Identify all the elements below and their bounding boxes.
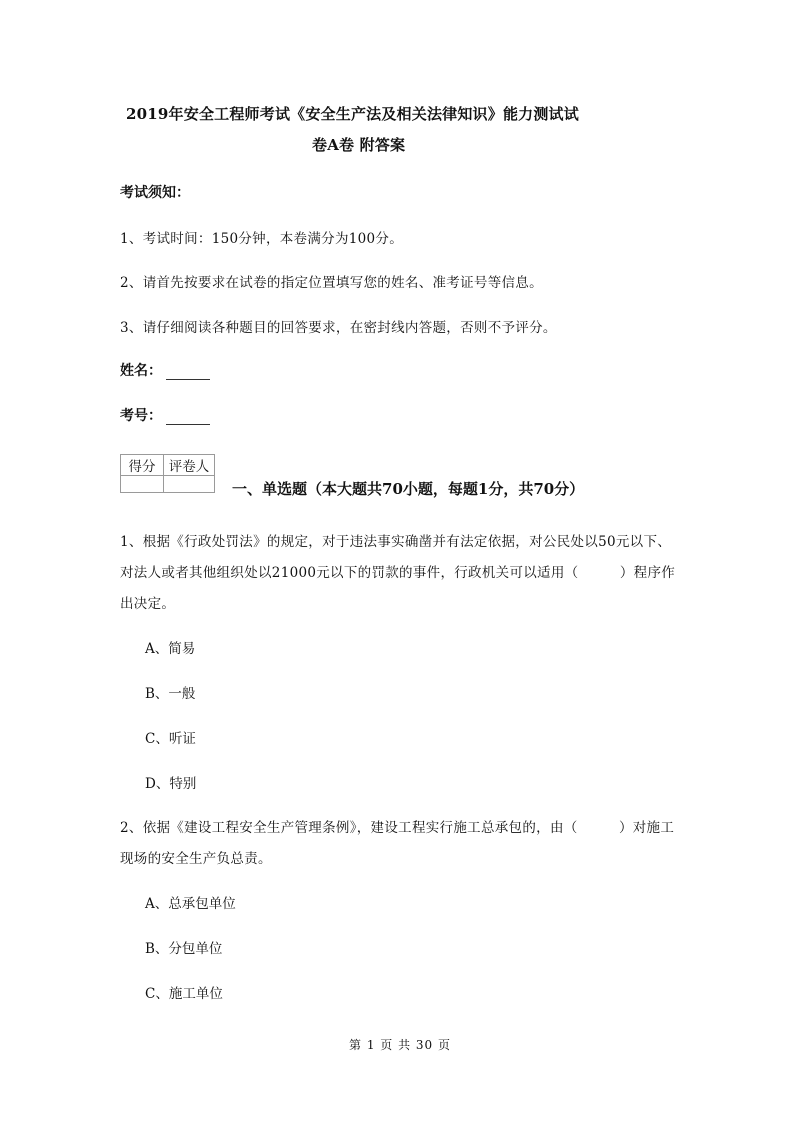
- name-field: [120, 360, 210, 380]
- question-1-line-1: 1、根据《行政处罚法》的规定，对于违法事实确凿并有法定依据，对公民处以50元以下、: [120, 534, 672, 550]
- notice-item-1: 1、考试时间：150分钟，本卷满分为100分。: [120, 231, 404, 247]
- score-table: [120, 454, 215, 493]
- question-2-option-c[interactable]: C、施工单位: [145, 986, 223, 1002]
- exam-number-field: [120, 405, 210, 425]
- document-title-line-1: 2019年安全工程师考试《安全生产法及相关法律知识》能力测试试: [126, 105, 579, 123]
- question-1-option-d[interactable]: D、特别: [145, 776, 197, 792]
- section-heading: 一、单选题（本大题共70小题，每题1分，共70分）: [232, 480, 585, 498]
- score-header: 得分: [121, 455, 164, 476]
- notice-item-2: 2、请首先按要求在试卷的指定位置填写您的姓名、准考证号等信息。: [120, 275, 543, 291]
- exam-number-label: 考号：: [120, 408, 162, 424]
- notice-heading: 考试须知：: [120, 185, 190, 201]
- question-1-line-3: 出决定。: [120, 596, 176, 612]
- score-cell: [121, 476, 164, 493]
- question-1-option-c[interactable]: C、听证: [145, 731, 196, 747]
- question-2-line-2: 现场的安全生产负总责。: [120, 851, 272, 867]
- notice-item-3: 3、请仔细阅读各种题目的回答要求，在密封线内答题，否则不予评分。: [120, 320, 557, 336]
- question-1-option-a[interactable]: A、简易: [145, 641, 196, 657]
- question-1-line-2: 对法人或者其他组织处以21000元以下的罚款的事件，行政机关可以适用（ ）程序作: [120, 565, 676, 581]
- question-2-line-1: 2、依据《建设工程安全生产管理条例》，建设工程实行施工总承包的，由（ ）对施工: [120, 820, 675, 836]
- document-title-line-2: 卷A卷 附答案: [312, 136, 406, 154]
- question-1-option-b[interactable]: B、一般: [145, 686, 196, 702]
- page-number-footer: 第 1 页 共 30 页: [349, 1038, 451, 1052]
- grader-cell: [164, 476, 215, 493]
- name-blank[interactable]: [166, 365, 210, 380]
- name-label: 姓名：: [120, 363, 162, 379]
- question-2-option-a[interactable]: A、总承包单位: [145, 896, 236, 912]
- question-2-option-b[interactable]: B、分包单位: [145, 941, 223, 957]
- grader-header: 评卷人: [164, 455, 215, 476]
- exam-number-blank[interactable]: [166, 410, 210, 425]
